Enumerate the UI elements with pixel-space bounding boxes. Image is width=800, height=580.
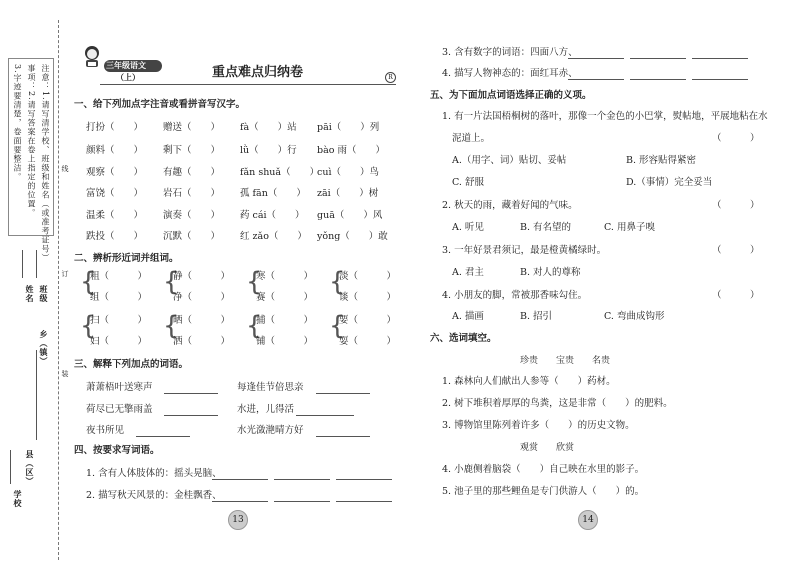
sec1-cell[interactable]: fǎn shuǎ（ ） — [240, 167, 320, 178]
answer-line[interactable] — [296, 406, 354, 416]
sec2-cell[interactable]: 铺（ ） — [256, 336, 314, 347]
mascot-icon — [80, 44, 104, 68]
sec4-item: 1. 含有人体肢体的：摇头晃脑、 — [86, 468, 222, 479]
brace-icon: { — [80, 311, 97, 341]
answer-paren[interactable]: （ ） — [712, 133, 760, 144]
sec1-cell[interactable]: cuì（ ）鸟 — [317, 167, 379, 178]
answer-line[interactable] — [274, 492, 330, 502]
class-label: 班级 — [39, 285, 48, 303]
sec5-option: A. 听见 — [452, 222, 484, 233]
sec4-item: 4. 描写人物神态的：面红耳赤、 — [442, 68, 578, 79]
sec1-cell[interactable]: yǒng（ ）敢 — [317, 231, 388, 242]
sec6-heading: 六、选词填空。 — [430, 333, 497, 344]
page-title: 重点难点归纳卷 — [212, 65, 304, 80]
sec5-option: A. 描画 — [452, 311, 484, 322]
county-label: 县（区） — [25, 450, 34, 486]
sec1-cell[interactable]: zāi（ ）树 — [317, 188, 379, 199]
sec2-cell[interactable]: 要（ ） — [339, 315, 397, 326]
word-bank-item: 观赏 — [520, 443, 539, 453]
sec2-cell[interactable]: 扫（ ） — [90, 315, 148, 326]
answer-paren[interactable]: （ ） — [712, 245, 760, 256]
line-label-ding: 订 — [61, 270, 69, 278]
school-label: 学校 — [13, 490, 22, 508]
answer-line[interactable] — [212, 492, 268, 502]
answer-paren[interactable]: （ ） — [712, 200, 760, 211]
sec6-item[interactable]: 4. 小鹿侧着脑袋（ ）自己映在水里的影子。 — [442, 464, 645, 475]
sec2-cell[interactable]: 粗（ ） — [90, 271, 148, 282]
sec1-cell[interactable]: bào 雨（ ） — [317, 145, 385, 156]
sec1-cell[interactable]: pāi（ ）列 — [317, 122, 380, 133]
sec1-cell[interactable]: fà（ ）站 — [240, 122, 297, 133]
sec3-item: 每逢佳节倍思亲 — [237, 382, 304, 393]
sec5-option: B. 有名望的 — [520, 222, 572, 233]
sec6-item[interactable]: 1. 森林向人们献出人参等（ ）药材。 — [442, 376, 616, 387]
township-field[interactable] — [36, 350, 37, 440]
page-number-13: 13 — [228, 510, 248, 530]
sec2-cell[interactable]: 耍（ ） — [339, 336, 397, 347]
sec5-q3: 3. 一年好景君须记，最是橙黄橘绿时。 — [442, 245, 607, 256]
sec5-option: B. 形容贴得紧密 — [626, 155, 697, 166]
edition-text: R — [388, 74, 393, 81]
answer-line[interactable] — [630, 70, 686, 80]
cut-line — [58, 20, 59, 560]
sec5-option: D.（事情）完全妥当 — [626, 177, 713, 188]
name-field[interactable] — [22, 250, 23, 278]
volume-label: （上） — [116, 73, 140, 82]
answer-line[interactable] — [568, 49, 624, 59]
sec1-cell[interactable]: guā（ ）风 — [317, 210, 383, 221]
answer-line[interactable] — [692, 70, 748, 80]
sec2-cell[interactable]: 洒（ ） — [173, 336, 231, 347]
sec5-option: B. 招引 — [520, 311, 553, 322]
brace-icon: { — [246, 267, 263, 297]
word-bank-item: 宝贵 — [556, 356, 575, 366]
brace-icon: { — [329, 267, 346, 297]
name-label: 姓名 — [25, 285, 34, 303]
answer-line[interactable] — [568, 70, 624, 80]
sec2-cell[interactable]: 晒（ ） — [173, 315, 231, 326]
sec2-cell[interactable]: 净（ ） — [173, 292, 231, 303]
township-label: 乡（镇） — [39, 330, 48, 366]
binding-note-2: 事项：2.请写答案在卷上指定的位置。 — [27, 64, 36, 218]
brace-icon: { — [246, 311, 263, 341]
sec6-item[interactable]: 2. 树下堆积着厚厚的鸟粪，这是非常（ ）的肥料。 — [442, 398, 673, 409]
sec1-cell[interactable]: 赠送（ ） — [163, 122, 221, 133]
answer-line[interactable] — [316, 427, 370, 437]
sec2-heading: 二、辨析形近词并组词。 — [74, 253, 179, 264]
answer-line[interactable] — [212, 470, 268, 480]
sec1-cell[interactable]: 岩石（ ） — [163, 188, 221, 199]
sec3-item: 萧萧梧叶送寒声 — [86, 382, 153, 393]
answer-line[interactable] — [164, 384, 218, 394]
sec2-cell[interactable]: 静（ ） — [173, 271, 231, 282]
answer-line[interactable] — [316, 384, 370, 394]
sec1-cell[interactable]: 跌投（ ） — [86, 231, 144, 242]
class-field[interactable] — [36, 250, 37, 278]
sec1-cell[interactable]: 富饶（ ） — [86, 188, 144, 199]
sec5-option: B. 对人的尊称 — [520, 267, 581, 278]
sec1-cell[interactable]: 剩下（ ） — [163, 145, 221, 156]
brace-icon: { — [329, 311, 346, 341]
edition-mark — [385, 72, 396, 83]
sec3-item: 水光潋滟晴方好 — [237, 425, 304, 436]
answer-line[interactable] — [336, 470, 392, 480]
sec1-cell[interactable]: 红 zǎo（ ） — [240, 231, 307, 242]
answer-line[interactable] — [164, 406, 218, 416]
sec2-cell[interactable]: 组（ ） — [90, 292, 148, 303]
sec1-cell[interactable]: 打扮（ ） — [86, 122, 144, 133]
sec1-cell[interactable]: 沉默（ ） — [163, 231, 221, 242]
sec3-heading: 三、解释下列加点的词语。 — [74, 359, 189, 370]
page-number-14: 14 — [578, 510, 598, 530]
sec2-cell[interactable]: 淡（ ） — [339, 271, 397, 282]
sec1-cell[interactable]: 药 cái（ ） — [240, 210, 305, 221]
grade-badge-text: 三年级语文 — [106, 61, 146, 70]
sec1-cell[interactable]: 温柔（ ） — [86, 210, 144, 221]
sec5-q4: 4. 小朋友的脚，常被那香味勾住。 — [442, 290, 588, 301]
sec1-cell[interactable]: 演奏（ ） — [163, 210, 221, 221]
word-bank-item: 名贵 — [592, 356, 611, 366]
sec5-option: C. 舒服 — [452, 177, 484, 188]
answer-line[interactable] — [630, 49, 686, 59]
sec1-heading: 一、给下列加点字注音或看拼音写汉字。 — [74, 99, 246, 110]
sec1-cell[interactable]: 孤 fān（ ） — [240, 188, 306, 199]
binding-strip — [0, 0, 69, 580]
sec5-q1-line1: 1. 有一片法国梧桐树的落叶，那像一个金色的小巴掌，熨帖地，平展地粘在水 — [442, 111, 768, 122]
sec3-item: 水进，儿得活 — [237, 404, 295, 415]
answer-line[interactable] — [336, 492, 392, 502]
sec1-cell[interactable]: 观察（ ） — [86, 167, 144, 178]
brace-icon: { — [163, 311, 180, 341]
answer-line[interactable] — [692, 49, 748, 59]
word-bank-item: 珍贵 — [520, 356, 539, 366]
sec1-cell[interactable]: lǜ（ ）行 — [240, 145, 297, 156]
sec6-item[interactable]: 5. 池子里的那些鲤鱼是专门供游人（ ）的。 — [442, 486, 645, 497]
binding-note-1: 注意：1.请写清学校、班级和姓名（或准考证号） — [41, 64, 50, 263]
sec1-cell[interactable]: 有趣（ ） — [163, 167, 221, 178]
sec2-cell[interactable]: 谈（ ） — [339, 292, 397, 303]
sec4-item: 2. 描写秋天风景的：金桂飘香、 — [86, 490, 222, 501]
sec2-cell[interactable]: 赛（ ） — [256, 292, 314, 303]
sec2-cell[interactable]: 妇（ ） — [90, 336, 148, 347]
sec5-option: C. 用鼻子嗅 — [604, 222, 655, 233]
answer-line[interactable] — [274, 470, 330, 480]
sec5-option: A. 君主 — [452, 267, 484, 278]
word-bank-item: 欣赏 — [556, 443, 575, 453]
sec5-heading: 五、为下面加点词语选择正确的义项。 — [430, 90, 592, 101]
sec5-option: C. 弯曲成钩形 — [604, 311, 665, 322]
sec1-cell[interactable]: 颜料（ ） — [86, 145, 144, 156]
sec2-cell[interactable]: 捕（ ） — [256, 315, 314, 326]
sec4-item: 3. 含有数字的词语：四面八方、 — [442, 47, 578, 58]
school-field[interactable] — [10, 450, 11, 484]
brace-icon: { — [163, 267, 180, 297]
sec2-cell[interactable]: 寒（ ） — [256, 271, 314, 282]
answer-paren[interactable]: （ ） — [712, 290, 760, 301]
sec3-item: 夜书所见 — [86, 425, 125, 436]
binding-note-3: 3.字迹要清楚，卷面要整洁。 — [13, 64, 22, 182]
line-label-xian: 线 — [61, 165, 69, 173]
header-rule — [100, 84, 396, 85]
sec5-option: A.（用字、词）贴切、妥帖 — [452, 155, 567, 166]
sec5-q2: 2. 秋天的雨，藏着好闻的气味。 — [442, 200, 578, 211]
brace-icon: { — [80, 267, 97, 297]
sec3-item: 荷尽已无擎雨盖 — [86, 404, 153, 415]
answer-line[interactable] — [136, 427, 190, 437]
line-label-zhuang: 装 — [61, 370, 69, 378]
sec6-item[interactable]: 3. 博物馆里陈列着许多（ ）的历史文物。 — [442, 420, 635, 431]
sec4-heading: 四、按要求写词语。 — [74, 445, 160, 456]
sec5-q1-line2: 泥道上。 — [452, 133, 491, 144]
